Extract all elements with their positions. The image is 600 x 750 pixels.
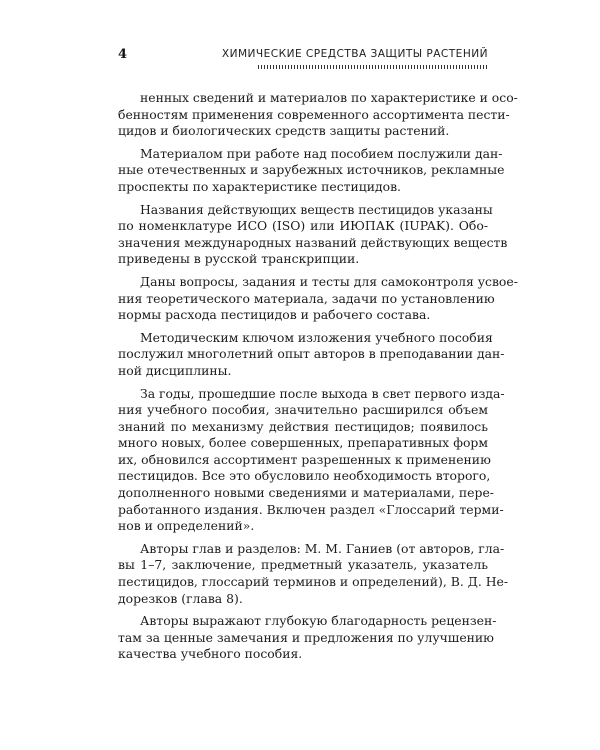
paragraph-line: Материалом при работе над пособием послужили дан- xyxy=(140,145,503,161)
paragraph-line: ные отечественных и зарубежных источников, рекламные xyxy=(118,162,505,178)
body-text xyxy=(118,90,518,669)
paragraph-line: ненных сведений и материалов по характеристике и осо- xyxy=(140,90,518,105)
paragraph-line: нормы расхода пестицидов и рабочего состава. xyxy=(118,307,431,323)
paragraph-line: приведены в русской транскрипции. xyxy=(118,251,360,267)
paragraph-line: бенностям применения современного ассортимента пести- xyxy=(118,106,510,122)
paragraph-line: ной дисциплины. xyxy=(118,362,232,378)
paragraph xyxy=(118,273,518,324)
running-head: ХИМИЧЕСКИЕ СРЕДСТВА ЗАЩИТЫ РАСТЕНИЙ xyxy=(221,48,488,60)
paragraph-line: проспекты по характеристике пестицидов. xyxy=(118,178,401,194)
paragraph-line: Названия действующих веществ пестицидов указаны xyxy=(140,201,493,217)
paragraph-line: нов и определений». xyxy=(118,518,255,534)
paragraph xyxy=(118,540,509,607)
paragraph-line: значения международных названий действующих веществ xyxy=(118,234,508,250)
paragraph xyxy=(118,613,497,663)
paragraph-line: ния учебного пособия, значительно расширился объем xyxy=(118,402,488,418)
paragraph-line: За годы, прошедшие после выхода в свет первого изда- xyxy=(140,385,505,401)
paragraph-line: Методическим ключом изложения учебного пособия xyxy=(140,329,493,345)
paragraph xyxy=(118,201,508,268)
page-header xyxy=(118,45,488,67)
paragraph-line: по номенклатуре ИСО (ISO) или ИЮПАК (IUPAK). Обо- xyxy=(118,218,488,234)
paragraph-line: Авторы глав и разделов: М. М. Ганиев (от авторов, гла- xyxy=(140,540,505,556)
header-rule xyxy=(258,65,488,69)
paragraph-line: много новых, более совершенных, препаративных форм xyxy=(118,435,488,451)
paragraph-line: работанного издания. Включен раздел «Глоссарий терми- xyxy=(118,501,504,517)
paragraph-line: пестицидов, глоссарий терминов и определений), В. Д. Не- xyxy=(118,574,509,590)
paragraph-line: Даны вопросы, задания и тесты для самоконтроля усвое- xyxy=(140,273,518,289)
paragraph-line: знаний по механизму действия пестицидов; появилось xyxy=(118,418,488,434)
paragraph-line: вы 1–7, заключение, предметный указатель, указатель xyxy=(118,557,488,573)
paragraph xyxy=(118,145,505,196)
paragraph-line: Авторы выражают глубокую благодарность рецензен- xyxy=(140,613,497,629)
paragraph-line: дополненного новыми сведениями и материалами, пере- xyxy=(118,485,494,501)
paragraph-line: послужил многолетний опыт авторов в преподавании дан- xyxy=(118,346,505,362)
paragraph xyxy=(118,90,518,140)
paragraph-line: пестицидов. Все это обусловило необходимость второго, xyxy=(118,468,491,484)
paragraph xyxy=(118,329,505,380)
paragraph-line: дорезков (глава 8). xyxy=(118,590,243,606)
paragraph-line: их, обновился ассортимент разрешенных к применению xyxy=(118,451,491,467)
paragraph-line: качества учебного пособия. xyxy=(118,646,303,662)
page-number: 4 xyxy=(118,47,128,62)
paragraph-line: ния теоретического материала, задачи по установлению xyxy=(118,290,495,306)
paragraph xyxy=(118,385,505,535)
paragraph-line: там за ценные замечания и предложения по улучшению xyxy=(118,629,494,645)
paragraph-line: цидов и биологических средств защиты растений. xyxy=(118,123,450,139)
